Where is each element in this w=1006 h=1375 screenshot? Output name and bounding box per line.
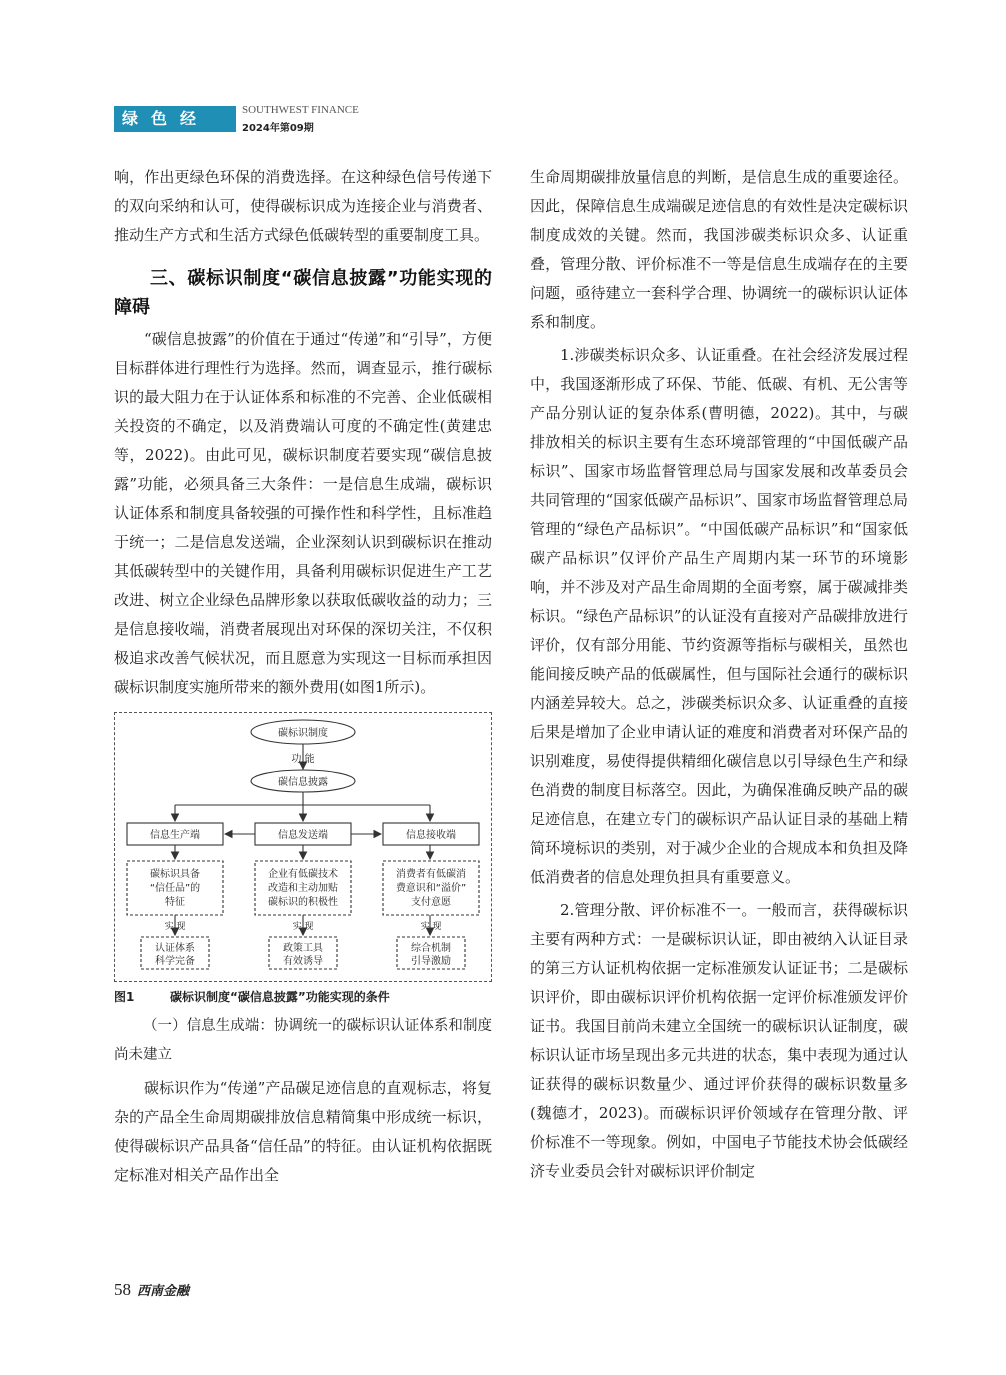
- paragraph: 响，作出更绿色环保的消费选择。在这种绿色信号传递下的双向采纳和认可，使得碳标识成为连接企业与消费者、推动生产方式和生活方式绿色低碳转型的重要制度工具。: [114, 168, 492, 244]
- flow-desc-text: 支付意愿: [411, 897, 451, 908]
- page-number: 58: [114, 1280, 131, 1299]
- journal-name: 西南金融: [137, 1284, 190, 1299]
- flow-result-text: 有效诱导: [283, 956, 323, 967]
- flow-desc-text: 碳标识具备: [150, 869, 200, 880]
- flowchart-diagram: [115, 713, 491, 981]
- flow-realize-label: 实 现: [420, 922, 442, 932]
- flow-result-text: 科学完备: [155, 956, 195, 967]
- paragraph: “碳信息披露”的价值在于通过“传递”和“引导”，方便目标群体进行理性行为选择。然而，调查显示，推行碳标识的最大阻力在于认证体系和标准的不完善、企业低碳相关投资的不确定，以及消费端认可度的不确定性(黄建忠等，2022)。由此可见，碳标识制度若要实现“碳信息披露”功能，必须具备三大条件：一是信息生成端，碳标识认证体系和制度具备较强的可操作性和科学性，且标准趋于统一；二是信息发送端，企业深刻认识到碳标识在推动其低碳转型中的关键作用，具备利用碳标识促进生产工艺改进、树立企业绿色品牌形象以获取低碳收益的动力；三是信息接收端，消费者展现出对环保的深切关注，不仅积极追求改善气候状况，而且愿意为实现这一目标而承担因碳标识制度实施所带来的额外费用(如图1所示)。: [114, 330, 492, 696]
- figure-title: 碳标识制度“碳信息披露”功能实现的条件: [170, 990, 390, 1004]
- flow-node-receiving: 信息接收端: [406, 830, 456, 841]
- flow-label-top: 碳标识制度: [278, 728, 328, 739]
- section-tag: 绿色经济: [114, 106, 236, 132]
- flow-realize-label: 实 现: [292, 922, 314, 932]
- subheading: （一）信息生成端：协调统一的碳标识认证体系和制度尚未建立: [114, 1018, 492, 1063]
- flow-desc-text: 特征: [165, 897, 185, 908]
- flow-node-production: 信息生产端: [150, 830, 200, 841]
- flow-desc-text: 改造和主动加贴: [268, 883, 338, 894]
- flow-desc-text: 碳标识的积极性: [268, 897, 338, 908]
- flow-desc-text: 消费者有低碳消: [396, 869, 466, 880]
- flow-label-function: 功 能: [291, 754, 315, 765]
- flow-result-text: 政策工具: [283, 943, 323, 954]
- paragraph: 1.涉碳类标识众多、认证重叠。在社会经济发展过程中，我国逐渐形成了环保、节能、低碳、有机、无公害等产品分别认证的复杂体系(曹明德，2022)。其中，与碳排放相关的标识主要有生态环境部管理的“中国低碳产品标识”、国家市场监督管理总局与国家发展和改革委员会共同管理的“国家低碳产品标识”、国家市场监督管理总局管理的“绿色产品标识”。“中国低碳产品标识”和“国家低碳产品标识”仅评价产品生产周期内某一环节的环境影响，并不涉及对产品生命周期的全面考察，属于碳减排类标识。“绿色产品标识”的认证没有直接对产品碳排放进行评价，仅有部分用能、节约资源等指标与碳相关，虽然也能间接反映产品的低碳属性，但与国际社会通行的碳标识内涵差异较大。总之，涉碳类标识众多、认证重叠的直接后果是增加了企业申请认证的难度和消费者对环保产品的识别难度，易使得提供精细化碳信息以引导绿色生产和绿色消费的制度目标落空。因此，为确保准确反映产品的碳足迹信息，在建立专门的碳标识产品认证目录的基础上精简环境标识的类别，对于减少企业的合规成本和负担及降低消费者的信息处理负担具有重要意义。: [530, 346, 908, 886]
- flow-result-text: 综合机制: [411, 943, 451, 954]
- page-footer: [114, 1280, 189, 1300]
- figure-caption: [114, 988, 492, 1006]
- paragraph: 生命周期碳排放量信息的判断，是信息生成的重要途径。因此，保障信息生成端碳足迹信息的有效性是决定碳标识制度成效的关键。然而，我国涉碳类标识众多、认证重叠，管理分散、评价标准不一等是信息生成端存在的主要问题，亟待建立一套科学合理、协调统一的碳标识认证体系和制度。: [530, 168, 908, 331]
- flow-result-text: 引导激励: [411, 956, 451, 967]
- paragraph: 2.管理分散、评价标准不一。一般而言，获得碳标识主要有两种方式：一是碳标识认证，即由被纳入认证目录的第三方认证机构依据一定标准颁发认证证书；二是碳标识评价，即由碳标识评价机构依据一定评价标准颁发评价证书。我国目前尚未建立全国统一的碳标识认证制度，碳标识认证市场呈现出多元共进的状态，集中表现为通过认证获得的碳标识数量少、通过评价获得的碳标识数量多(魏德才，2023)。而碳标识评价领域存在管理分散、评价标准不一等现象。例如，中国电子节能技术协会低碳经济专业委员会针对碳标识评价制定: [530, 901, 908, 1180]
- flow-node-sending: 信息发送端: [278, 830, 328, 841]
- flow-desc-text: 企业有低碳技术: [268, 869, 338, 880]
- paragraph: 碳标识作为“传递”产品碳足迹信息的直观标志，将复杂的产品全生命周期碳排放信息精简集中形成统一标识，使得碳标识产品具备“信任品”的特征。由认证机构依据既定标准对相关产品作出全: [114, 1079, 492, 1184]
- left-column: [114, 163, 492, 1190]
- issue-label: 2024年第09期: [242, 123, 314, 134]
- flow-result-text: 认证体系: [155, 943, 195, 954]
- flow-desc-text: 费意识和“溢价”: [395, 883, 467, 894]
- publication-name: SOUTHWEST FINANCE: [242, 104, 359, 116]
- figure-1-flowchart: [114, 712, 492, 982]
- flow-desc-text: “信任品”的: [149, 883, 201, 894]
- figure-number: 图1: [114, 990, 135, 1004]
- section-heading: 三、碳标识制度“碳信息披露”功能实现的障碍: [114, 268, 492, 318]
- right-column: [530, 163, 908, 1186]
- flow-realize-label: 实 现: [164, 922, 186, 932]
- flow-label-disclosure: 碳信息披露: [278, 777, 328, 788]
